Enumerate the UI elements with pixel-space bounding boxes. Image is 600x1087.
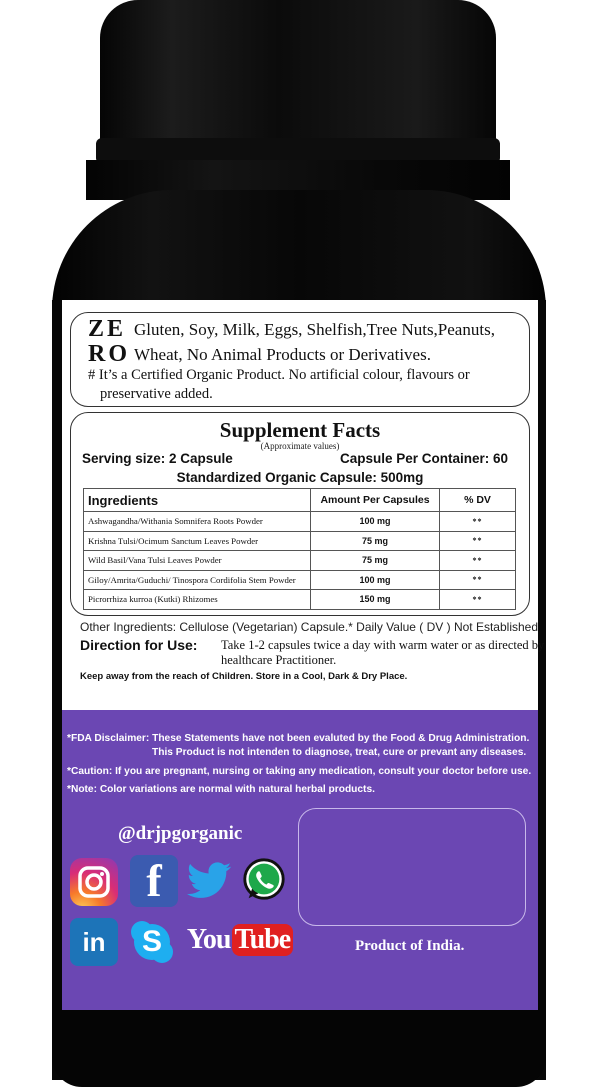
ingredient-name: Picrorrhiza kurroa (Kutki) Rhizomes [84,590,311,610]
header-ingredients: Ingredients [84,489,311,512]
caution-note: *Caution: If you are pregnant, nursing or taking any medication, consult your doctor before use. [67,766,532,777]
organic-claim-line-2: preservative added. [100,386,213,402]
approximate-values-note: (Approximate values) [260,441,340,451]
zero-letters-top: ZE [88,316,127,342]
linkedin-glyph: in [82,926,106,957]
product-origin: Product of India. [355,938,465,954]
linkedin-icon [70,918,118,966]
header-dv: % DV [440,489,516,512]
capsules-per-container: Capsule Per Container: 60 [340,451,509,466]
table-row [84,531,516,551]
bottle-bottom [52,1000,546,1087]
header-amount: Amount Per Capsules [311,489,440,512]
fda-disclaimer-line-1: *FDA Disclaimer: These Statements have not been evaluted by the Food & Drug Administration. [67,733,530,744]
ingredient-dv: ** [440,531,516,551]
ingredient-amount: 100 mg [311,570,440,590]
ingredient-dv: ** [440,590,516,610]
storage-warning: Keep away from the reach of Children. Store in a Cool, Dark & Dry Place. [80,671,408,682]
ingredient-dv: ** [440,570,516,590]
instagram-icon [70,858,118,906]
organic-claim-line-1: # It’s a Certified Organic Product. No artificial colour, flavours or [88,367,470,383]
ingredient-dv: ** [440,512,516,532]
ingredient-name: Wild Basil/Vana Tulsi Leaves Powder [84,551,311,571]
twitter-icon [186,858,234,906]
table-row [84,570,516,590]
direction-text-line-1: Take 1-2 capsules twice a day with warm water or as directed by [221,638,545,652]
ingredient-dv: ** [440,551,516,571]
supplement-facts-title: Supplement Facts [219,418,381,442]
youtube-you-text: You [186,924,231,955]
ingredients-table [83,488,516,610]
facebook-icon [130,855,178,907]
standardized-capsule: Standardized Organic Capsule: 500mg [176,470,424,485]
ingredient-name: Krishna Tulsi/Ocimum Sanctum Leaves Powder [84,531,311,551]
blank-label-box [298,808,526,926]
table-row [84,551,516,571]
skype-icon [128,918,176,966]
ingredient-amount: 75 mg [311,551,440,571]
fda-disclaimer-line-2: This Product is not intenden to diagnose, treat, cure or prevant any diseases. [152,747,527,758]
social-handle: @drjpgorganic [118,823,243,844]
allergen-line-2: Wheat, No Animal Products or Derivatives. [134,345,431,364]
serving-size: Serving size: 2 Capsule [82,451,233,466]
table-row [84,512,516,532]
allergen-line-1: Gluten, Soy, Milk, Eggs, Shelfish,Tree Nuts,Peanuts, [134,320,495,339]
ingredient-amount: 100 mg [311,512,440,532]
skype-glyph: S [141,925,162,958]
ingredient-amount: 150 mg [311,590,440,610]
color-variation-note: *Note: Color variations are normal with natural herbal products. [67,784,375,795]
ingredient-amount: 75 mg [311,531,440,551]
table-row [84,590,516,610]
other-ingredients: Other Ingredients: Cellulose (Vegetarian) Capsule.* Daily Value ( DV ) Not Established [80,620,539,634]
facebook-glyph: f [146,855,162,906]
table-header-row [84,489,516,512]
direction-label: Direction for Use: [80,637,198,653]
youtube-icon [186,918,291,962]
youtube-tube-text: Tube [232,924,294,956]
whatsapp-icon [240,856,288,904]
zero-letters-bottom: RO [88,341,130,367]
direction-text-line-2: healthcare Practitioner. [221,653,337,667]
ingredient-name: Ashwagandha/Withania Somnifera Roots Powder [84,512,311,532]
bottle-cap [100,0,496,150]
ingredient-name: Giloy/Amrita/Guduchi/ Tinospora Cordifolia Stem Powder [84,570,311,590]
